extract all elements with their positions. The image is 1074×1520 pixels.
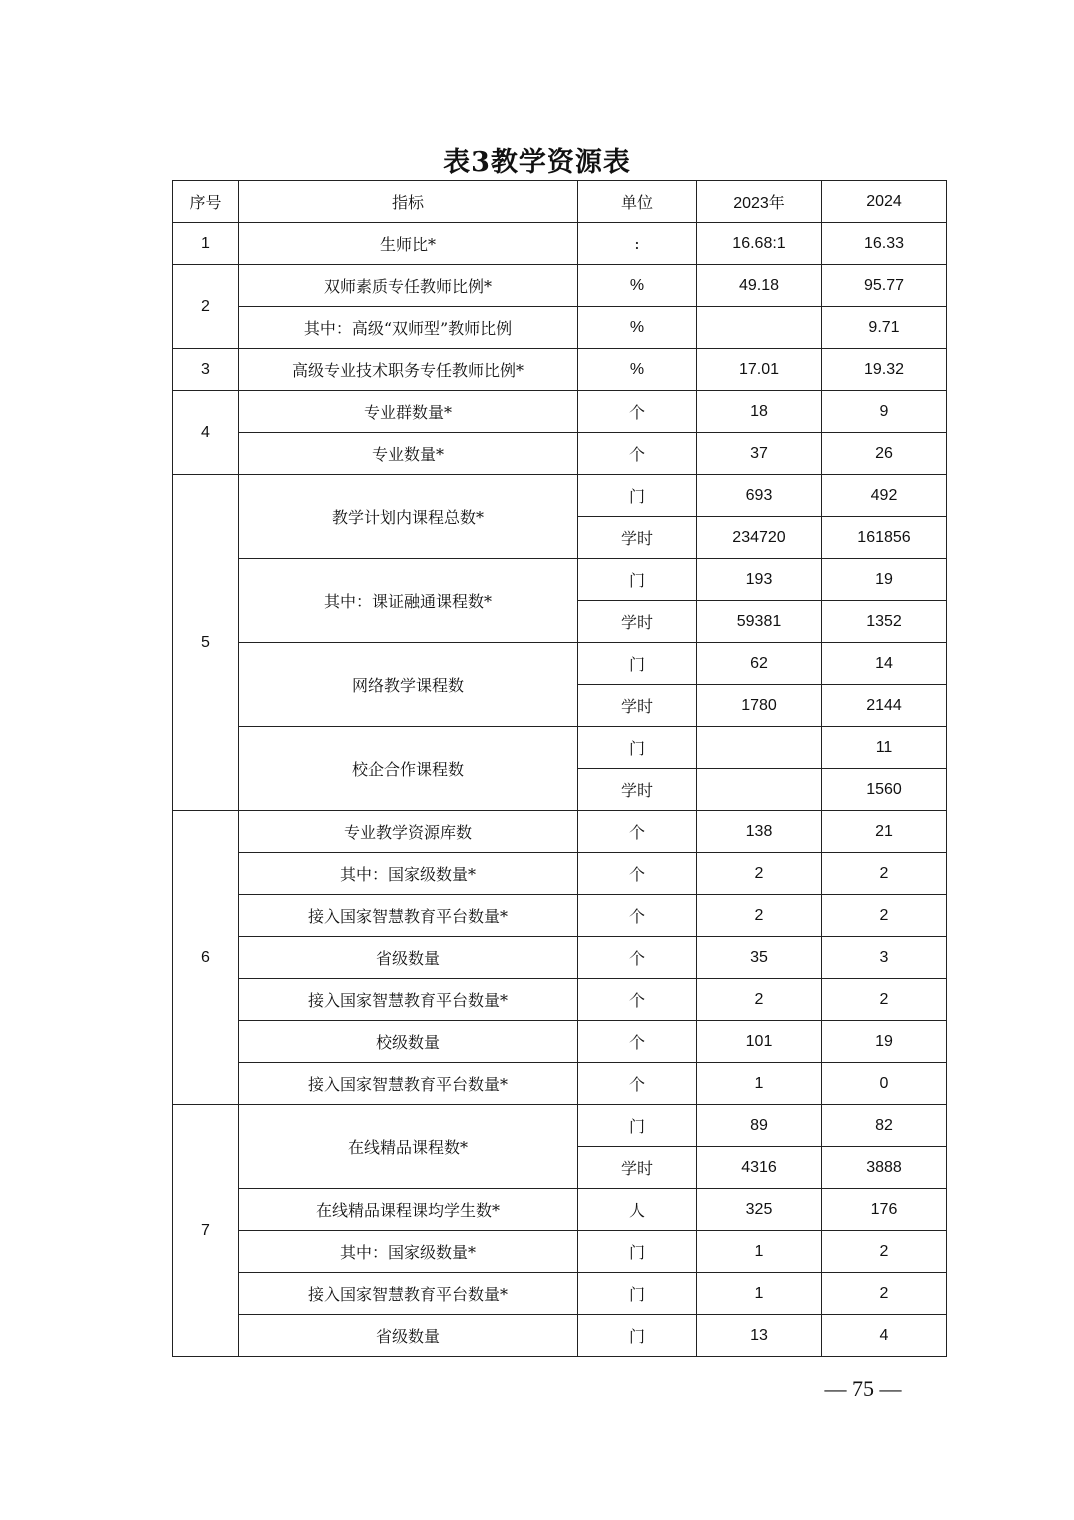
unit-cell: 个 — [578, 391, 697, 433]
unit-cell: % — [578, 265, 697, 307]
value-2024-cell: 3888 — [822, 1147, 947, 1189]
teaching-resources-table — [172, 180, 947, 1357]
seq-cell: 5 — [173, 475, 239, 811]
value-2024-cell: 2 — [822, 1231, 947, 1273]
value-2023-cell: 49.18 — [697, 265, 822, 307]
indicator-cell: 网络教学课程数 — [239, 643, 578, 727]
table-row — [173, 559, 947, 601]
indicator-cell: 专业教学资源库数 — [239, 811, 578, 853]
unit-cell: 门 — [578, 1315, 697, 1357]
unit-cell: 个 — [578, 1021, 697, 1063]
indicator-cell: 在线精品课程数* — [239, 1105, 578, 1189]
unit-cell: 门 — [578, 727, 697, 769]
value-2024-cell: 492 — [822, 475, 947, 517]
value-2024-cell: 3 — [822, 937, 947, 979]
value-2024-cell: 1352 — [822, 601, 947, 643]
indicator-cell: 其中：课证融通课程数* — [239, 559, 578, 643]
value-2023-cell: 62 — [697, 643, 822, 685]
value-2024-cell: 95.77 — [822, 265, 947, 307]
value-2023-cell: 89 — [697, 1105, 822, 1147]
value-2023-cell: 13 — [697, 1315, 822, 1357]
value-2024-cell: 161856 — [822, 517, 947, 559]
seq-cell: 7 — [173, 1105, 239, 1357]
indicator-cell: 专业群数量* — [239, 391, 578, 433]
value-2023-cell: 2 — [697, 895, 822, 937]
unit-cell: 人 — [578, 1189, 697, 1231]
header-unit: 单位 — [578, 181, 697, 223]
table-row — [173, 811, 947, 853]
table-row — [173, 433, 947, 475]
table-row — [173, 727, 947, 769]
value-2023-cell: 59381 — [697, 601, 822, 643]
indicator-cell: 高级专业技术职务专任教师比例* — [239, 349, 578, 391]
value-2023-cell: 193 — [697, 559, 822, 601]
indicator-cell: 省级数量 — [239, 937, 578, 979]
unit-cell: 个 — [578, 1063, 697, 1105]
value-2023-cell: 325 — [697, 1189, 822, 1231]
seq-cell: 6 — [173, 811, 239, 1105]
table-row — [173, 979, 947, 1021]
unit-cell: 学时 — [578, 601, 697, 643]
header-2023: 2023年 — [697, 181, 822, 223]
page-number: — 75 — — [824, 1376, 902, 1401]
header-indicator: 指标 — [239, 181, 578, 223]
indicator-cell: 在线精品课程课均学生数* — [239, 1189, 578, 1231]
value-2024-cell: 19 — [822, 1021, 947, 1063]
table-row — [173, 223, 947, 265]
indicator-cell: 专业数量* — [239, 433, 578, 475]
table-row — [173, 1105, 947, 1147]
value-2023-cell: 138 — [697, 811, 822, 853]
value-2024-cell: 0 — [822, 1063, 947, 1105]
value-2023-cell: 35 — [697, 937, 822, 979]
value-2024-cell: 26 — [822, 433, 947, 475]
value-2023-cell: 101 — [697, 1021, 822, 1063]
table-header-row — [173, 181, 947, 223]
unit-cell: % — [578, 349, 697, 391]
value-2024-cell: 2144 — [822, 685, 947, 727]
value-2024-cell: 11 — [822, 727, 947, 769]
table-row — [173, 1315, 947, 1357]
table-row — [173, 1189, 947, 1231]
unit-cell: 个 — [578, 853, 697, 895]
value-2023-cell: 1780 — [697, 685, 822, 727]
indicator-cell: 接入国家智慧教育平台数量* — [239, 1273, 578, 1315]
value-2023-cell: 234720 — [697, 517, 822, 559]
value-2023-cell: 1 — [697, 1231, 822, 1273]
indicator-cell: 接入国家智慧教育平台数量* — [239, 895, 578, 937]
value-2024-cell: 16.33 — [822, 223, 947, 265]
table-row — [173, 937, 947, 979]
value-2024-cell: 1560 — [822, 769, 947, 811]
value-2023-cell: 2 — [697, 979, 822, 1021]
value-2024-cell: 176 — [822, 1189, 947, 1231]
value-2024-cell: 2 — [822, 1273, 947, 1315]
value-2024-cell: 82 — [822, 1105, 947, 1147]
table-row — [173, 643, 947, 685]
value-2024-cell: 9 — [822, 391, 947, 433]
unit-cell: 学时 — [578, 1147, 697, 1189]
header-seq: 序号 — [173, 181, 239, 223]
seq-cell: 4 — [173, 391, 239, 475]
table-row — [173, 1063, 947, 1105]
table-row — [173, 1231, 947, 1273]
table-row — [173, 1273, 947, 1315]
indicator-cell: 校企合作课程数 — [239, 727, 578, 811]
unit-cell: 门 — [578, 1231, 697, 1273]
unit-cell: 个 — [578, 979, 697, 1021]
indicator-cell: 生师比* — [239, 223, 578, 265]
value-2024-cell: 4 — [822, 1315, 947, 1357]
table-row — [173, 349, 947, 391]
indicator-cell: 教学计划内课程总数* — [239, 475, 578, 559]
indicator-cell: 接入国家智慧教育平台数量* — [239, 979, 578, 1021]
value-2023-cell: 693 — [697, 475, 822, 517]
table-row — [173, 853, 947, 895]
table-row — [173, 391, 947, 433]
unit-cell: 门 — [578, 559, 697, 601]
table-row — [173, 265, 947, 307]
value-2024-cell: 19.32 — [822, 349, 947, 391]
table-row — [173, 1021, 947, 1063]
indicator-cell: 校级数量 — [239, 1021, 578, 1063]
seq-cell: 1 — [173, 223, 239, 265]
unit-cell: % — [578, 307, 697, 349]
unit-cell: : — [578, 223, 697, 265]
value-2023-cell — [697, 307, 822, 349]
unit-cell: 门 — [578, 1273, 697, 1315]
value-2023-cell: 4316 — [697, 1147, 822, 1189]
value-2024-cell: 9.71 — [822, 307, 947, 349]
value-2023-cell: 17.01 — [697, 349, 822, 391]
table-row — [173, 895, 947, 937]
unit-cell: 门 — [578, 475, 697, 517]
value-2023-cell: 16.68:1 — [697, 223, 822, 265]
unit-cell: 门 — [578, 1105, 697, 1147]
value-2024-cell: 21 — [822, 811, 947, 853]
unit-cell: 学时 — [578, 517, 697, 559]
indicator-cell: 其中：国家级数量* — [239, 853, 578, 895]
unit-cell: 个 — [578, 811, 697, 853]
table-title: 表3教学资源表 — [443, 147, 631, 178]
value-2023-cell — [697, 769, 822, 811]
value-2024-cell: 14 — [822, 643, 947, 685]
indicator-cell: 双师素质专任教师比例* — [239, 265, 578, 307]
value-2023-cell: 2 — [697, 853, 822, 895]
seq-cell: 2 — [173, 265, 239, 349]
unit-cell: 个 — [578, 937, 697, 979]
indicator-cell: 接入国家智慧教育平台数量* — [239, 1063, 578, 1105]
indicator-cell: 省级数量 — [239, 1315, 578, 1357]
value-2024-cell: 19 — [822, 559, 947, 601]
table-row — [173, 307, 947, 349]
value-2024-cell: 2 — [822, 853, 947, 895]
value-2023-cell: 18 — [697, 391, 822, 433]
value-2023-cell: 37 — [697, 433, 822, 475]
value-2023-cell: 1 — [697, 1063, 822, 1105]
table-row — [173, 475, 947, 517]
seq-cell: 3 — [173, 349, 239, 391]
value-2024-cell: 2 — [822, 895, 947, 937]
unit-cell: 学时 — [578, 769, 697, 811]
value-2023-cell — [697, 727, 822, 769]
header-2024: 2024 — [822, 181, 947, 223]
unit-cell: 个 — [578, 895, 697, 937]
unit-cell: 学时 — [578, 685, 697, 727]
unit-cell: 个 — [578, 433, 697, 475]
unit-cell: 门 — [578, 643, 697, 685]
value-2024-cell: 2 — [822, 979, 947, 1021]
indicator-cell: 其中：国家级数量* — [239, 1231, 578, 1273]
indicator-cell: 其中：高级“双师型”教师比例 — [239, 307, 578, 349]
value-2023-cell: 1 — [697, 1273, 822, 1315]
